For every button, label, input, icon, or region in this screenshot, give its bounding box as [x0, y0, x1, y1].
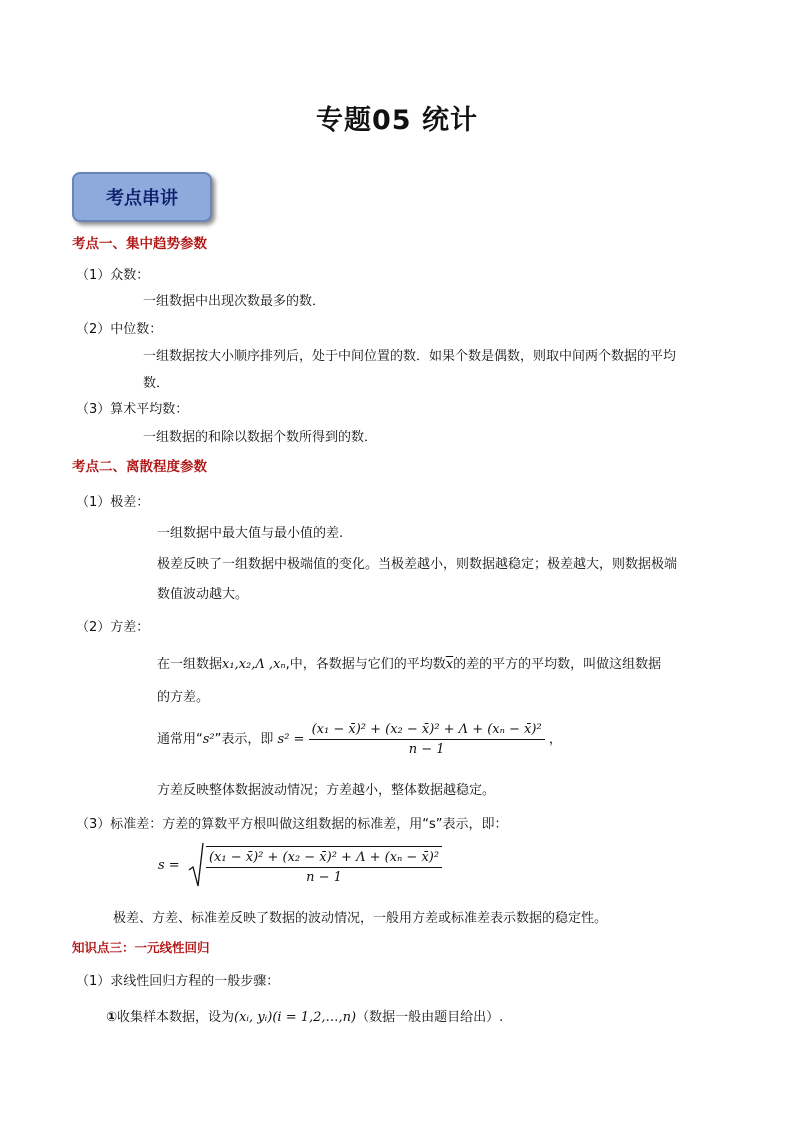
regression-steps-title: （1）求线性回归方程的一般步骤：: [76, 974, 280, 989]
range-explanation-line1: 极差反映了一组数据中极端值的变化。当极差越小，则数据越稳定；极差越大，则数据极端: [157, 557, 678, 572]
sample-data-notation: (xᵢ, yᵢ)(i = 1,2,…,n): [234, 1010, 357, 1025]
std-formula-fraction: [206, 846, 442, 885]
median-label: （2）中位数：: [76, 322, 163, 337]
variance-formula-fraction: [309, 722, 545, 757]
std-formula-lhs: s =: [158, 857, 180, 873]
step1-number: ①: [106, 1010, 118, 1025]
section-label-box: 考点串讲: [72, 172, 212, 222]
mean-definition: 一组数据的和除以数据个数所得到的数．: [143, 430, 378, 445]
point1-heading: 考点一、集中趋势参数: [72, 236, 207, 252]
point3-heading: 知识点三：一元线性回归: [72, 940, 210, 955]
mode-definition: 一组数据中出现次数最多的数．: [143, 294, 326, 309]
std-formula: [158, 842, 442, 888]
variance-summary: 方差反映整体数据波动情况；方差越小，整体数据越稳定。: [157, 783, 496, 798]
variance-definition-line1: 在一组数据x₁,x₂,Λ ,xₙ,中，各数据与它们的平均数$\overline{x}$的差的平方的平均数，叫做这组数据: [157, 657, 662, 672]
data-variables: x₁,x₂,Λ ,xₙ: [222, 657, 286, 672]
std-label: （3）标准差：方差的算数平方根叫做这组数据的标准差，用“s”表示，即：: [76, 817, 508, 832]
range-definition: 一组数据中最大值与最小值的差.: [157, 526, 344, 541]
mean-label: （3）算术平均数：: [76, 402, 189, 417]
square-root-sign: [188, 842, 204, 888]
std-formula-numerator: (x₁ − x̄)² + (x₂ − x̄)² + Λ + (xₙ − x̄)²: [206, 850, 442, 868]
variance-formula-lhs: s² =: [277, 732, 305, 747]
point2-heading: 考点二、离散程度参数: [72, 459, 207, 475]
std-formula-denominator: n − 1: [306, 869, 342, 885]
range-label: （1）极差：: [76, 495, 150, 510]
variance-formula-line: 通常用“s²”表示，即 s² = $\frac{\text{(x₁ − x̄)² + (x₂ − x̄)² + Λ + (xₙ − x̄)²}}{n - 1}$ ，: [157, 722, 562, 757]
dispersion-conclusion: 极差、方差、标准差反映了数据的波动情况，一般用方差或标准差表示数据的稳定性。: [113, 911, 608, 926]
mode-label: （1）众数：: [76, 268, 150, 283]
mean-symbol: $\overline{x}$: [445, 657, 454, 672]
median-definition-line1: 一组数据按大小顺序排列后，处于中间位置的数．如果个数是偶数，则取中间两个数据的平均: [143, 349, 677, 364]
median-definition-line2: 数．: [143, 376, 170, 391]
regression-step1: ①收集样本数据，设为(xᵢ, yᵢ)(i = 1,2,…,n)（数据一般由题目给出）.: [106, 1010, 504, 1025]
s-squared-symbol: s²: [202, 732, 215, 747]
page-title: 专题05 统计: [316, 105, 478, 136]
variance-formula-numerator: (x₁ − x̄)² + (x₂ − x̄)² + Λ + (xₙ − x̄)²: [309, 722, 545, 740]
variance-definition-line2: 的方差。: [157, 690, 210, 705]
range-explanation-line2: 数值波动越大。: [157, 587, 249, 602]
variance-formula-denominator: n − 1: [408, 742, 445, 757]
variance-label: （2）方差：: [76, 620, 150, 635]
